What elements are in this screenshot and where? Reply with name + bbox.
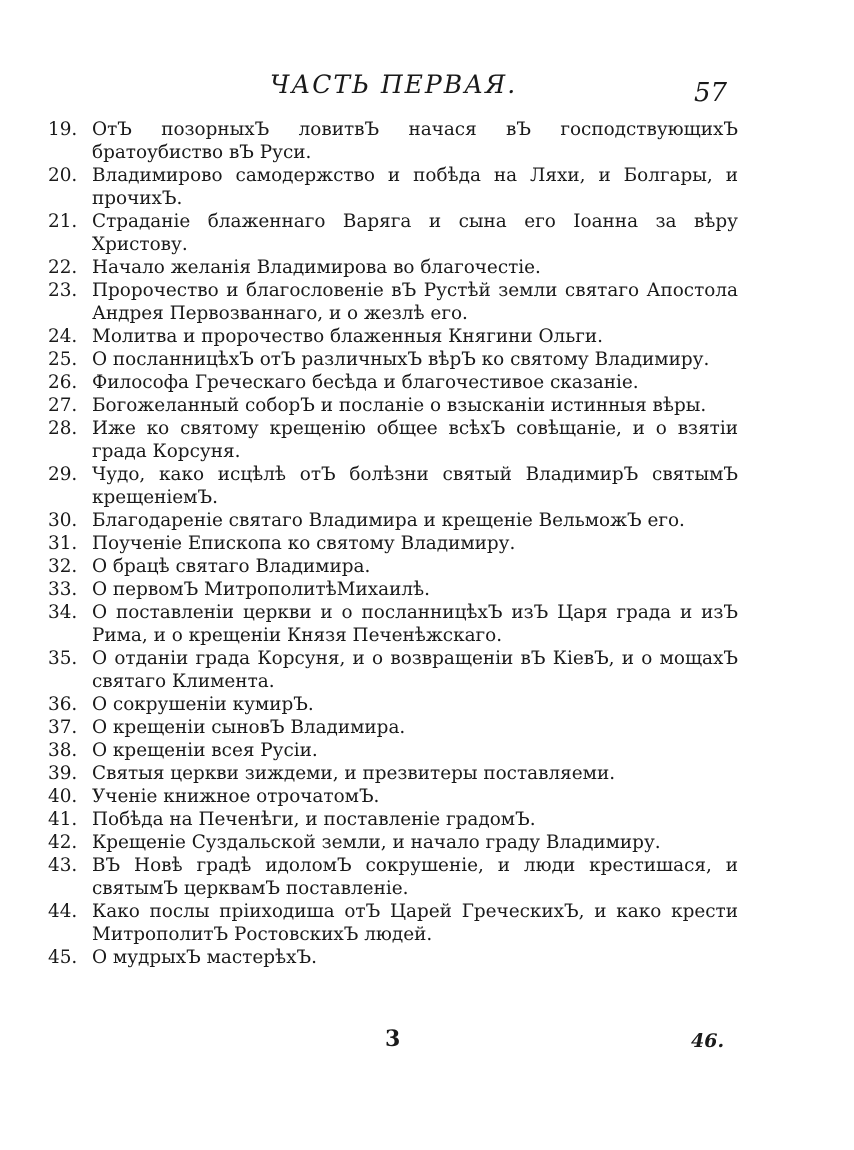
toc-entry-text: О поставленіи церкви и о посланницѣхЪ изЪ Царя града и изЪ Рима, и о крещеніи Князя Печенѣжскаго. [92,602,738,646]
toc-entry-text: Страданіе блаженнаго Варяга и сына его Іоанна за вѣру Христову. [92,211,738,255]
toc-entry-number: 20. [48,165,78,186]
toc-entry [48,785,738,808]
catchword: 46. [691,1030,725,1052]
toc-entry-number: 24. [48,326,78,347]
toc-entry-number: 41. [48,809,78,830]
toc-entry [48,946,738,969]
toc-entry-number: 39. [48,763,78,784]
running-header-title: ЧАСТЬ ПЕРВАЯ. [270,70,518,99]
toc-entry-number: 25. [48,349,78,370]
toc-entry-number: 23. [48,280,78,301]
toc-entry-number: 37. [48,717,78,738]
toc-entry [48,394,738,417]
toc-entry-number: 38. [48,740,78,761]
toc-entry-text: Пророчество и благословеніе вЪ Рустѣй земли святаго Апостола Андрея Первозваннаго, и о жезлѣ его. [92,280,738,324]
toc-entry [48,509,738,532]
toc-entry-text: Иже ко святому крещенію общее всѣхЪ совѣщаніе, и о взятіи града Корсуня. [92,418,738,462]
toc-entry-text: ОтЪ позорныхЪ ловитвЪ начася вЪ господствующихЪ братоубиствo вЪ Руси. [92,119,738,163]
printer-signature-mark: 3 [385,1026,401,1052]
toc-entry-number: 36. [48,694,78,715]
toc-entry-text: Владимирово самодержство и побѣда на Ляхи, и Болгары, и прочихЪ. [92,165,738,209]
toc-entry-text: О крещеніи сыновЪ Владимира. [92,717,406,738]
toc-entry-number: 29. [48,464,78,485]
page-number: 57 [694,78,728,108]
toc-entry [48,532,738,555]
toc-entry-number: 33. [48,579,78,600]
toc-entry-text: Философа Греческаго бесѣда и благочестивое сказаніе. [92,372,639,393]
toc-entry [48,601,738,647]
toc-entry-text: Благодареніе святаго Владимира и крещеніе ВельможЪ его. [92,510,685,531]
toc-entry [48,578,738,601]
toc-entry [48,325,738,348]
toc-entry-number: 32. [48,556,78,577]
toc-entry-text: О мудрыхЪ мастерѣхЪ. [92,947,317,968]
toc-entry-number: 22. [48,257,78,278]
toc-entry-text: О первомЪ МитрополитѣМихаилѣ. [92,579,430,600]
table-of-contents [48,118,738,969]
toc-entry-text: О посланницѣхЪ отЪ различныхЪ вѣрЪ ко святому Владимиру. [92,349,710,370]
toc-entry-text: О отданіи града Корсуня, и о возвращеніи вЪ КіевЪ, и о мощахЪ святаго Климента. [92,648,738,692]
toc-entry-text: Святыя церкви зиждеми, и презвитеры поставляеми. [92,763,616,784]
toc-entry-number: 45. [48,947,78,968]
toc-entry-number: 19. [48,119,78,140]
toc-entry [48,279,738,325]
toc-entry-text: О крещеніи всея Русіи. [92,740,318,761]
toc-entry-number: 40. [48,786,78,807]
toc-entry [48,693,738,716]
toc-entry-text: Како послы пріиходиша отЪ Царей ГреческихЪ, и како крести МитрополитЪ РостовскихЪ людей. [92,901,738,945]
toc-entry-number: 35. [48,648,78,669]
toc-entry-number: 42. [48,832,78,853]
toc-entry [48,371,738,394]
toc-entry-number: 21. [48,211,78,232]
toc-entry [48,716,738,739]
toc-entry [48,256,738,279]
toc-entry-text: Молитва и пророчество блаженныя Княгини Ольги. [92,326,603,347]
toc-entry [48,900,738,946]
toc-entry [48,808,738,831]
toc-entry-number: 31. [48,533,78,554]
toc-entry [48,831,738,854]
toc-entry-text: Поученіе Епископа ко святому Владимиру. [92,533,516,554]
toc-entry [48,210,738,256]
toc-entry [48,854,738,900]
toc-entry-number: 26. [48,372,78,393]
toc-entry [48,762,738,785]
toc-entry [48,118,738,164]
toc-entry [48,739,738,762]
toc-entry [48,417,738,463]
toc-entry-number: 30. [48,510,78,531]
toc-entry-text: О сокрушеніи кумирЪ. [92,694,314,715]
toc-entry [48,647,738,693]
toc-entry-text: ВЪ Новѣ градѣ идоломЪ сокрушеніе, и люди крестишася, и святымЪ церквамЪ поставленіе. [92,855,738,899]
toc-entry-number: 43. [48,855,78,876]
toc-entry-text: Чудо, како исцѣлѣ отЪ болѣзни святый ВладимирЪ святымЪ крещеніемЪ. [92,464,738,508]
toc-entry-text: О брацѣ святаго Владимира. [92,556,371,577]
toc-entry-number: 27. [48,395,78,416]
toc-entry-number: 34. [48,602,78,623]
toc-entry [48,463,738,509]
toc-entry-text: Крещеніе Суздальской земли, и начало граду Владимиру. [92,832,661,853]
toc-entry [48,164,738,210]
toc-entry-text: Побѣда на Печенѣги, и поставленіе градомЪ. [92,809,536,830]
toc-entry-text: Богожеланный соборЪ и посланіе о взысканіи истинныя вѣры. [92,395,707,416]
toc-entry-number: 44. [48,901,78,922]
toc-entry-text: Начало желанія Владимирова во благочестіе. [92,257,541,278]
toc-entry [48,348,738,371]
toc-entry-text: Ученіе книжное отрочатомЪ. [92,786,380,807]
toc-entry [48,555,738,578]
toc-entry-number: 28. [48,418,78,439]
